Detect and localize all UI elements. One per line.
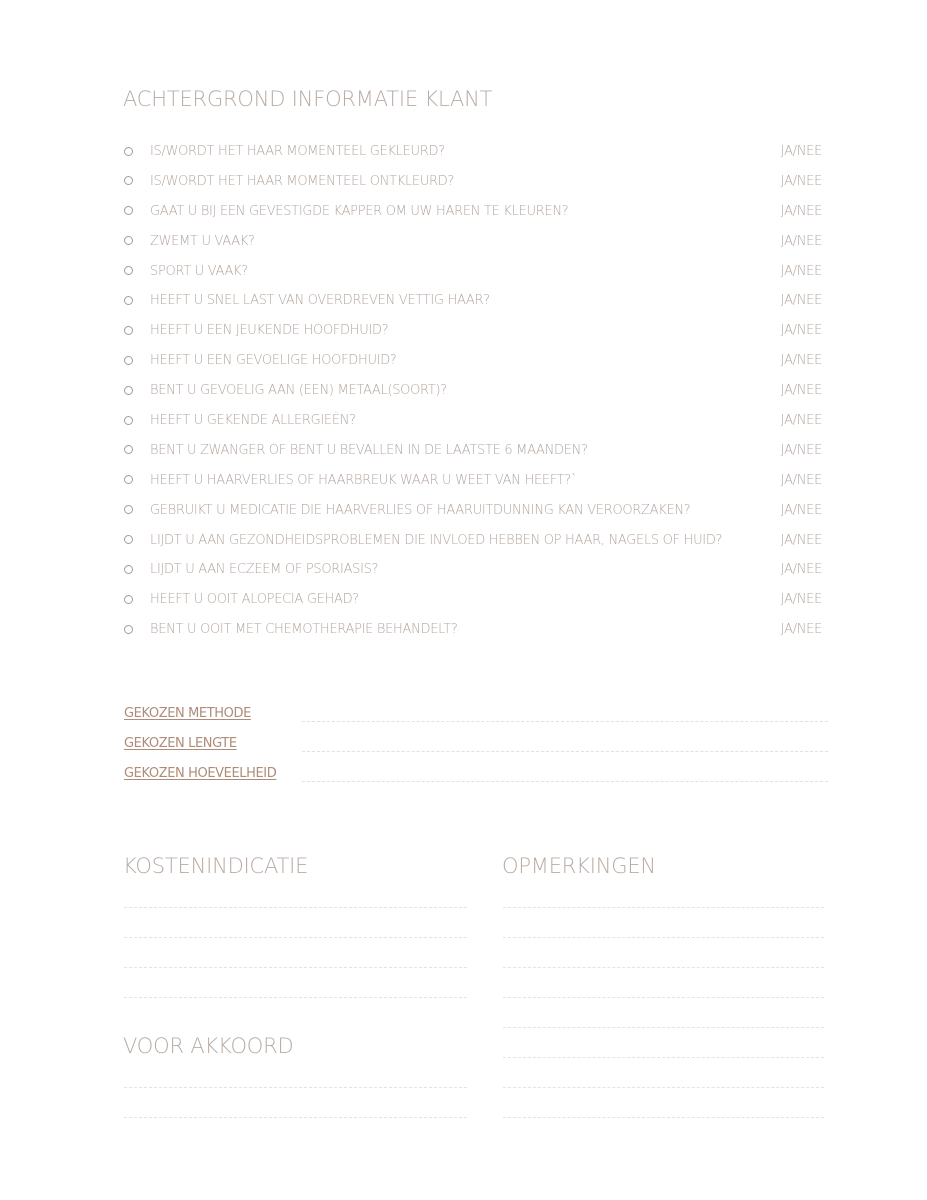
radio-circle-icon[interactable] xyxy=(124,535,133,544)
radio-circle-icon[interactable] xyxy=(124,595,133,604)
answer-option[interactable]: JA/NEE xyxy=(780,288,822,314)
radio-circle-icon[interactable] xyxy=(124,206,133,215)
cost-line[interactable] xyxy=(124,907,467,908)
question-text: HEEFT U SNEL LAST VAN OVERDREVEN VETTIG HAAR? xyxy=(150,293,490,309)
choice-row-length xyxy=(123,734,828,764)
question-row[interactable] xyxy=(123,378,828,408)
radio-circle-icon[interactable] xyxy=(124,445,133,454)
remarks-line[interactable] xyxy=(503,1117,824,1118)
chosen-amount-label: GEKOZEN HOEVEELHEID xyxy=(124,766,277,781)
radio-circle-icon[interactable] xyxy=(124,236,133,245)
choice-row-method xyxy=(123,704,828,734)
agreement-line[interactable] xyxy=(124,1117,467,1118)
background-info-heading: ACHTERGROND INFORMATIE KLANT xyxy=(123,87,493,111)
question-row[interactable] xyxy=(123,288,828,318)
remarks-line[interactable] xyxy=(503,1087,824,1088)
question-text: HEEFT U GEKENDE ALLERGIEËN? xyxy=(150,413,356,429)
question-row[interactable] xyxy=(123,318,828,348)
question-text: HEEFT U EEN JEUKENDE HOOFDHUID? xyxy=(150,323,389,339)
radio-circle-icon[interactable] xyxy=(124,296,133,305)
answer-option[interactable]: JA/NEE xyxy=(780,498,822,524)
question-row[interactable] xyxy=(123,229,828,259)
chosen-length-label: GEKOZEN LENGTE xyxy=(124,736,237,751)
answer-option[interactable]: JA/NEE xyxy=(780,617,822,643)
radio-circle-icon[interactable] xyxy=(124,475,133,484)
remarks-line[interactable] xyxy=(503,967,824,968)
remarks-line[interactable] xyxy=(503,907,824,908)
choice-row-amount xyxy=(123,764,828,794)
remarks-line[interactable] xyxy=(503,1027,824,1028)
remarks-heading: OPMERKINGEN xyxy=(502,854,656,878)
answer-option[interactable]: JA/NEE xyxy=(780,408,822,434)
chosen-method-field[interactable] xyxy=(302,721,828,722)
remarks-line[interactable] xyxy=(503,937,824,938)
answer-option[interactable]: JA/NEE xyxy=(780,348,822,374)
question-text: BENT U GEVOELIG AAN (EEN) METAAL(SOORT)? xyxy=(150,383,447,399)
question-row[interactable] xyxy=(123,169,828,199)
radio-circle-icon[interactable] xyxy=(124,505,133,514)
answer-option[interactable]: JA/NEE xyxy=(780,199,822,225)
question-text: IS/WORDT HET HAAR MOMENTEEL ONTKLEURD? xyxy=(150,173,455,189)
remarks-line[interactable] xyxy=(503,1057,824,1058)
answer-option[interactable]: JA/NEE xyxy=(780,229,822,255)
answer-option[interactable]: JA/NEE xyxy=(780,587,822,613)
answer-option[interactable]: JA/NEE xyxy=(780,528,822,554)
radio-circle-icon[interactable] xyxy=(124,416,133,425)
question-row[interactable] xyxy=(123,498,828,528)
agreement-heading: VOOR AKKOORD xyxy=(123,1034,294,1058)
question-text: LIJDT U AAN ECZEEM OF PSORIASIS? xyxy=(150,562,379,578)
question-text: GEBRUIKT U MEDICATIE DIE HAARVERLIES OF HAARUITDUNNING KAN VEROORZAKEN? xyxy=(150,502,691,518)
answer-option[interactable]: JA/NEE xyxy=(780,169,822,195)
question-text: BENT U ZWANGER OF BENT U BEVALLEN IN DE LAATSTE 6 MAANDEN? xyxy=(150,442,588,458)
question-text: GAAT U BIJ EEN GEVESTIGDE KAPPER OM UW HAREN TE KLEUREN? xyxy=(150,203,569,219)
question-text: HEEFT U EEN GEVOELIGE HOOFDHUID? xyxy=(150,353,397,369)
question-row[interactable] xyxy=(123,528,828,558)
question-text: BENT U OOIT MET CHEMOTHERAPIE BEHANDELT? xyxy=(150,622,458,638)
question-text: ZWEMT U VAAK? xyxy=(150,233,255,249)
radio-circle-icon[interactable] xyxy=(124,386,133,395)
question-row[interactable] xyxy=(123,438,828,468)
question-text: HEEFT U OOIT ALOPECIA GEHAD? xyxy=(150,592,359,608)
question-text: HEEFT U HAARVERLIES OF HAARBREUK WAAR U WEET VAN HEEFT?` xyxy=(150,472,578,488)
answer-option[interactable]: JA/NEE xyxy=(780,468,822,494)
question-text: IS/WORDT HET HAAR MOMENTEEL GEKLEURD? xyxy=(150,144,445,159)
question-list xyxy=(123,139,828,647)
chosen-amount-field[interactable] xyxy=(302,781,828,782)
answer-option[interactable]: JA/NEE xyxy=(780,139,822,165)
question-row[interactable] xyxy=(123,259,828,289)
cost-line[interactable] xyxy=(124,937,467,938)
question-row[interactable] xyxy=(123,408,828,438)
answer-option[interactable]: JA/NEE xyxy=(780,438,822,464)
cost-indication-heading: KOSTENINDICATIE xyxy=(123,854,309,878)
cost-line[interactable] xyxy=(124,997,467,998)
radio-circle-icon[interactable] xyxy=(124,625,133,634)
cost-line[interactable] xyxy=(124,967,467,968)
chosen-options-list xyxy=(123,704,828,794)
radio-circle-icon[interactable] xyxy=(124,565,133,574)
answer-option[interactable]: JA/NEE xyxy=(780,318,822,344)
answer-option[interactable]: JA/NEE xyxy=(780,378,822,404)
agreement-line[interactable] xyxy=(124,1087,467,1088)
question-row[interactable] xyxy=(123,348,828,378)
question-row[interactable] xyxy=(123,468,828,498)
question-row[interactable] xyxy=(123,139,828,169)
question-row[interactable] xyxy=(123,617,828,647)
remarks-line[interactable] xyxy=(503,997,824,998)
radio-circle-icon[interactable] xyxy=(124,266,133,275)
radio-circle-icon[interactable] xyxy=(124,147,133,156)
answer-option[interactable]: JA/NEE xyxy=(780,557,822,583)
chosen-method-label: GEKOZEN METHODE xyxy=(124,706,251,721)
question-text: LIJDT U AAN GEZONDHEIDSPROBLEMEN DIE INVLOED HEBBEN OP HAAR, NAGELS OF HUID? xyxy=(150,532,723,548)
chosen-length-field[interactable] xyxy=(302,751,828,752)
radio-circle-icon[interactable] xyxy=(124,176,133,185)
answer-option[interactable]: JA/NEE xyxy=(780,259,822,285)
question-row[interactable] xyxy=(123,199,828,229)
radio-circle-icon[interactable] xyxy=(124,326,133,335)
question-text: SPORT U VAAK? xyxy=(150,263,248,279)
question-row[interactable] xyxy=(123,587,828,617)
question-row[interactable] xyxy=(123,557,828,587)
radio-circle-icon[interactable] xyxy=(124,356,133,365)
